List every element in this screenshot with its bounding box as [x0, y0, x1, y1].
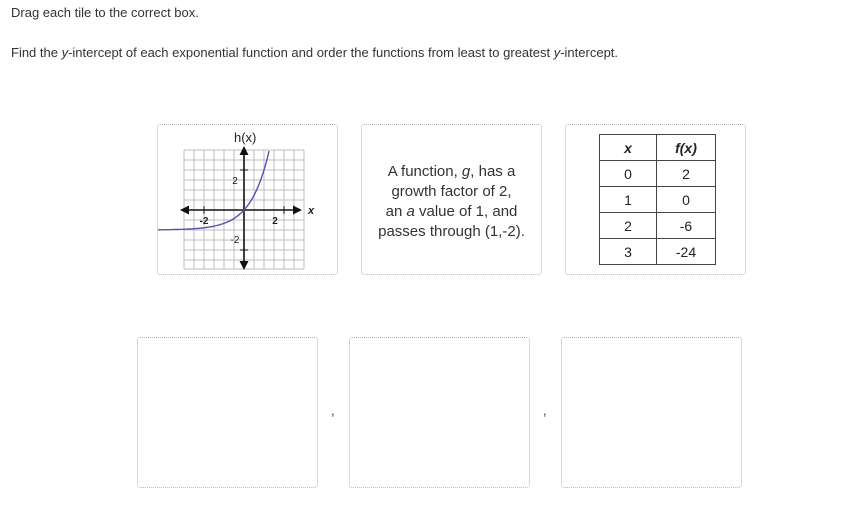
- drop-box-1[interactable]: [137, 337, 318, 488]
- desc-text: , has a: [470, 163, 516, 180]
- question-text: [11, 45, 618, 60]
- table-row: [600, 239, 716, 265]
- desc-line-3: [362, 202, 541, 222]
- f-table: [599, 134, 716, 265]
- desc-variable: a: [406, 203, 415, 220]
- table-row: [600, 161, 716, 187]
- table-cell-x: 0: [600, 161, 657, 187]
- separator-comma: ,: [331, 403, 335, 418]
- table-cell-x: 3: [600, 239, 657, 265]
- table-cell-x: 2: [600, 213, 657, 239]
- h-graph: [158, 125, 337, 274]
- x-axis-label: x: [308, 205, 315, 217]
- table-row: [600, 213, 716, 239]
- g-description: [362, 162, 541, 242]
- question-variable: y: [553, 45, 561, 60]
- desc-line-2: growth factor of 2,: [391, 183, 512, 200]
- question-variable: y: [61, 45, 69, 60]
- question-part: -intercept.: [560, 45, 619, 60]
- desc-text: an: [385, 203, 407, 220]
- desc-line-4: passes through (1,-2).: [378, 223, 525, 240]
- table-header-row: [600, 135, 716, 161]
- tick-label-x-neg: -2: [199, 216, 209, 227]
- table-cell-fx: -24: [657, 239, 716, 265]
- table-header-x: x: [600, 135, 657, 161]
- tick-label-y-pos: 2: [232, 176, 238, 187]
- desc-line-1: [362, 162, 541, 182]
- tick-label-y-neg: -2: [230, 235, 240, 246]
- table-cell-fx: 2: [657, 161, 716, 187]
- tile-graph-h[interactable]: [157, 124, 338, 275]
- desc-text: value of 1, and: [414, 203, 518, 220]
- table-header-fx: f(x): [657, 135, 716, 161]
- desc-variable: g: [461, 163, 471, 180]
- x-axis-right-arrow-icon: [293, 206, 302, 215]
- question-part: -intercept of each exponential function and order the functions from least to greatest: [68, 45, 554, 60]
- drop-box-2[interactable]: [349, 337, 530, 488]
- graph-title: h(x): [234, 130, 257, 145]
- question-part: Find the: [11, 45, 62, 60]
- table-row: [600, 187, 716, 213]
- table-cell-fx: -6: [657, 213, 716, 239]
- drop-box-3[interactable]: [561, 337, 742, 488]
- table-cell-x: 1: [600, 187, 657, 213]
- instruction-text: Drag each tile to the correct box.: [11, 5, 199, 20]
- desc-text: A function,: [387, 163, 462, 180]
- tile-description-g[interactable]: [361, 124, 542, 275]
- tile-table-f[interactable]: [565, 124, 746, 275]
- tick-label-x-pos: 2: [272, 216, 278, 227]
- table-cell-fx: 0: [657, 187, 716, 213]
- separator-comma: ,: [543, 403, 547, 418]
